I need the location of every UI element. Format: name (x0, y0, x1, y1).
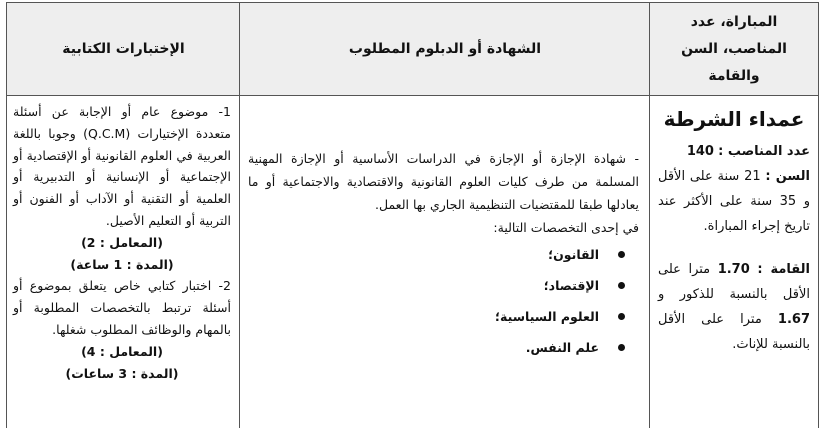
height-text-female: مترا على الأقل بالنسبة للإناث. (658, 312, 810, 352)
specialty-item (248, 239, 639, 270)
specialty-label: الإقتصاد؛ (543, 278, 599, 293)
header-exams-label: الإختبارات الكتابية (62, 41, 185, 57)
header-competition (650, 3, 818, 96)
height-value-male: 1.70 (717, 262, 750, 277)
degree-cell (240, 147, 649, 363)
competition-cell (650, 99, 818, 357)
posts-row (658, 139, 810, 164)
degree-text: - شهادة الإجازة أو الإجازة في الدراسات الأساسية أو الإجازة المهنية المسلمة من طرف كليات العلوم القانونية والاقتصادية والاجتماعية أو ما يعادلها طبقا للمقتضيات التنظيمية الجاري بها العمل. (248, 151, 639, 212)
bullet-icon (618, 344, 625, 351)
exam-duration-1: (المدة : 1 ساعة) (70, 256, 174, 272)
posts-value: 140 (686, 144, 714, 159)
bullet-icon (618, 282, 625, 289)
degree-intro: في إحدى التخصصات التالية: (493, 220, 639, 235)
exam-coefficient-1: (المعامل : 2) (81, 234, 163, 250)
bullet-icon (618, 251, 625, 258)
header-competition-label: المباراة، عدد المناصب، السن والقامة (681, 13, 787, 84)
competition-title: عمداء الشرطة (663, 107, 805, 131)
header-degree-label: الشهادة أو الدبلوم المطلوب (348, 41, 542, 57)
specialty-item (248, 332, 639, 363)
bullet-icon (618, 313, 625, 320)
posts-label: عدد المناصب : (718, 144, 810, 159)
specialty-label: علم النفس. (525, 340, 599, 355)
age-label: السن : (765, 169, 810, 184)
conditions-table (6, 2, 819, 428)
header-exams (7, 3, 240, 96)
exam-item-1: 1- موضوع عام أو الإجابة عن أسئلة متعددة الإختيارات (Q.C.M) وجوبا باللغة العربية في العلوم القانونية أو الإقتصادية أو الإجتماعية أو الإنسانية أو التدبيرية أو العلمية أو التقنية أو الآداب أو الفنون أو التربية أو التعليم الأصيل. (13, 104, 231, 228)
height-text-male: مترا على الأقل بالنسبة للذكور و (658, 262, 810, 302)
header-degree (240, 3, 650, 96)
specialty-item (248, 301, 639, 332)
specialties-list (248, 239, 639, 363)
age-row (658, 164, 810, 239)
exams-cell (7, 99, 239, 384)
exam-item-2: 2- اختبار كتابي خاص يتعلق بموضوع أو أسئلة ترتبط بالتخصصات المطلوبة أو بالمهام والوظائف المطلوب شغلها. (13, 278, 231, 337)
exam-duration-2: (المدة : 3 ساعات) (65, 365, 179, 381)
specialty-item (248, 270, 639, 301)
specialty-label: القانون؛ (548, 247, 599, 262)
specialty-label: العلوم السياسية؛ (495, 309, 599, 324)
age-text: 21 سنة على الأقل و 35 سنة على الأكثر عند تاريخ إجراء المباراة. (658, 169, 810, 234)
height-row (658, 257, 810, 357)
height-value-female: 1.67 (777, 312, 810, 327)
exam-coefficient-2: (المعامل : 4) (81, 343, 163, 359)
height-label: القامة : (757, 262, 810, 277)
